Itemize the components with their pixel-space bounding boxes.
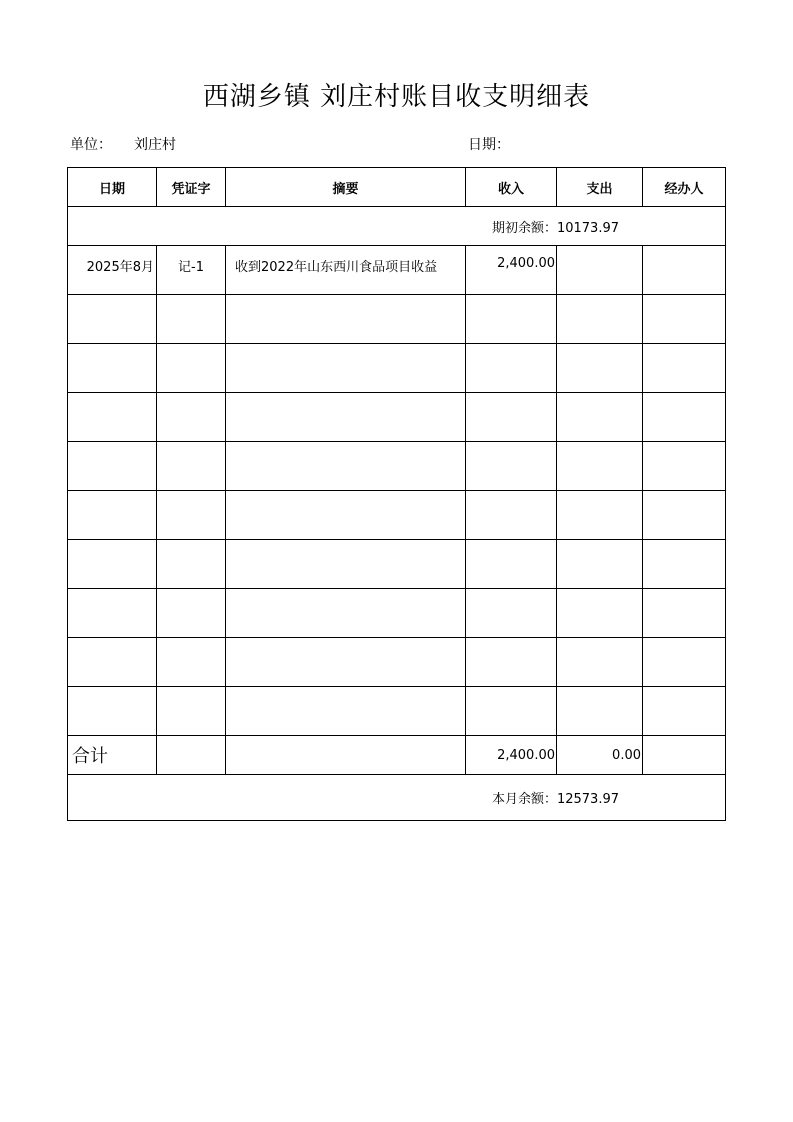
table-row bbox=[68, 491, 726, 540]
header-date: 日期 bbox=[68, 168, 157, 207]
cell-voucher bbox=[157, 638, 226, 687]
cell-expense bbox=[557, 638, 643, 687]
cell-income bbox=[466, 687, 557, 736]
cell-expense bbox=[557, 589, 643, 638]
cell-income bbox=[466, 442, 557, 491]
cell-income bbox=[466, 295, 557, 344]
cell-date bbox=[68, 589, 157, 638]
totals-row bbox=[68, 736, 726, 775]
opening-balance-value: 10173.97 bbox=[556, 220, 619, 236]
date-field bbox=[468, 134, 510, 154]
cell-summary bbox=[226, 638, 466, 687]
cell-handler bbox=[643, 442, 726, 491]
cell-handler bbox=[643, 589, 726, 638]
cell-handler bbox=[643, 687, 726, 736]
totals-handler bbox=[643, 736, 726, 775]
cell-handler bbox=[643, 393, 726, 442]
cell-summary bbox=[226, 589, 466, 638]
page-title: 西湖乡镇 刘庄村账目收支明细表 bbox=[202, 82, 591, 112]
unit-value: 刘庄村 bbox=[134, 137, 176, 153]
cell-voucher bbox=[157, 540, 226, 589]
table-row bbox=[68, 589, 726, 638]
cell-summary bbox=[226, 393, 466, 442]
unit-label: 单位： bbox=[70, 137, 112, 153]
cell-expense bbox=[557, 344, 643, 393]
header-summary: 摘要 bbox=[226, 168, 466, 207]
closing-balance-row bbox=[68, 775, 726, 821]
opening-balance bbox=[68, 207, 726, 246]
cell-handler bbox=[643, 246, 726, 295]
cell-handler bbox=[643, 491, 726, 540]
cell-voucher bbox=[157, 589, 226, 638]
cell-date bbox=[68, 491, 157, 540]
cell-summary bbox=[226, 344, 466, 393]
cell-expense bbox=[557, 687, 643, 736]
cell-date bbox=[68, 393, 157, 442]
cell-income bbox=[466, 491, 557, 540]
cell-summary bbox=[226, 540, 466, 589]
cell-expense bbox=[557, 393, 643, 442]
cell-date bbox=[68, 540, 157, 589]
cell-income: 2,400.00 bbox=[466, 246, 557, 295]
header-handler: 经办人 bbox=[643, 168, 726, 207]
cell-handler bbox=[643, 540, 726, 589]
cell-summary bbox=[226, 442, 466, 491]
totals-label: 合计 bbox=[68, 736, 157, 775]
cell-voucher bbox=[157, 491, 226, 540]
table-row bbox=[68, 687, 726, 736]
ledger-table bbox=[67, 167, 726, 821]
cell-voucher: 记-1 bbox=[157, 246, 226, 295]
table-row bbox=[68, 442, 726, 491]
cell-summary bbox=[226, 295, 466, 344]
cell-date bbox=[68, 687, 157, 736]
cell-voucher bbox=[157, 295, 226, 344]
cell-income bbox=[466, 540, 557, 589]
totals-income: 2,400.00 bbox=[466, 736, 557, 775]
cell-summary: 收到2022年山东西川食品项目收益 bbox=[226, 246, 466, 295]
table-row bbox=[68, 246, 726, 295]
cell-voucher bbox=[157, 344, 226, 393]
cell-income bbox=[466, 393, 557, 442]
cell-income bbox=[466, 589, 557, 638]
cell-voucher bbox=[157, 442, 226, 491]
cell-voucher bbox=[157, 687, 226, 736]
cell-handler bbox=[643, 638, 726, 687]
header-income: 收入 bbox=[466, 168, 557, 207]
cell-voucher bbox=[157, 393, 226, 442]
cell-income bbox=[466, 638, 557, 687]
cell-expense bbox=[557, 295, 643, 344]
cell-handler bbox=[643, 295, 726, 344]
cell-expense bbox=[557, 442, 643, 491]
table-row bbox=[68, 295, 726, 344]
cell-date bbox=[68, 442, 157, 491]
closing-balance-value: 12573.97 bbox=[556, 792, 619, 807]
cell-date bbox=[68, 295, 157, 344]
cell-income bbox=[466, 344, 557, 393]
table-row bbox=[68, 638, 726, 687]
date-label: 日期： bbox=[468, 137, 510, 153]
cell-expense bbox=[557, 540, 643, 589]
table-row bbox=[68, 344, 726, 393]
cell-date bbox=[68, 344, 157, 393]
opening-balance-row bbox=[68, 207, 726, 246]
cell-date bbox=[68, 638, 157, 687]
opening-balance-label: 期初余额： bbox=[491, 220, 557, 236]
totals-voucher bbox=[157, 736, 226, 775]
cell-handler bbox=[643, 344, 726, 393]
cell-summary bbox=[226, 491, 466, 540]
table-row bbox=[68, 393, 726, 442]
cell-expense bbox=[557, 491, 643, 540]
header-voucher: 凭证字 bbox=[157, 168, 226, 207]
cell-summary bbox=[226, 687, 466, 736]
cell-date: 2025年8月 bbox=[68, 246, 157, 295]
cell-expense bbox=[557, 246, 643, 295]
header-expense: 支出 bbox=[557, 168, 643, 207]
table-header-row bbox=[68, 168, 726, 207]
totals-expense: 0.00 bbox=[557, 736, 643, 775]
closing-balance-label: 本月余额： bbox=[491, 792, 557, 807]
totals-summary bbox=[226, 736, 466, 775]
unit-field bbox=[70, 134, 176, 154]
table-row bbox=[68, 540, 726, 589]
closing-balance bbox=[68, 775, 726, 821]
